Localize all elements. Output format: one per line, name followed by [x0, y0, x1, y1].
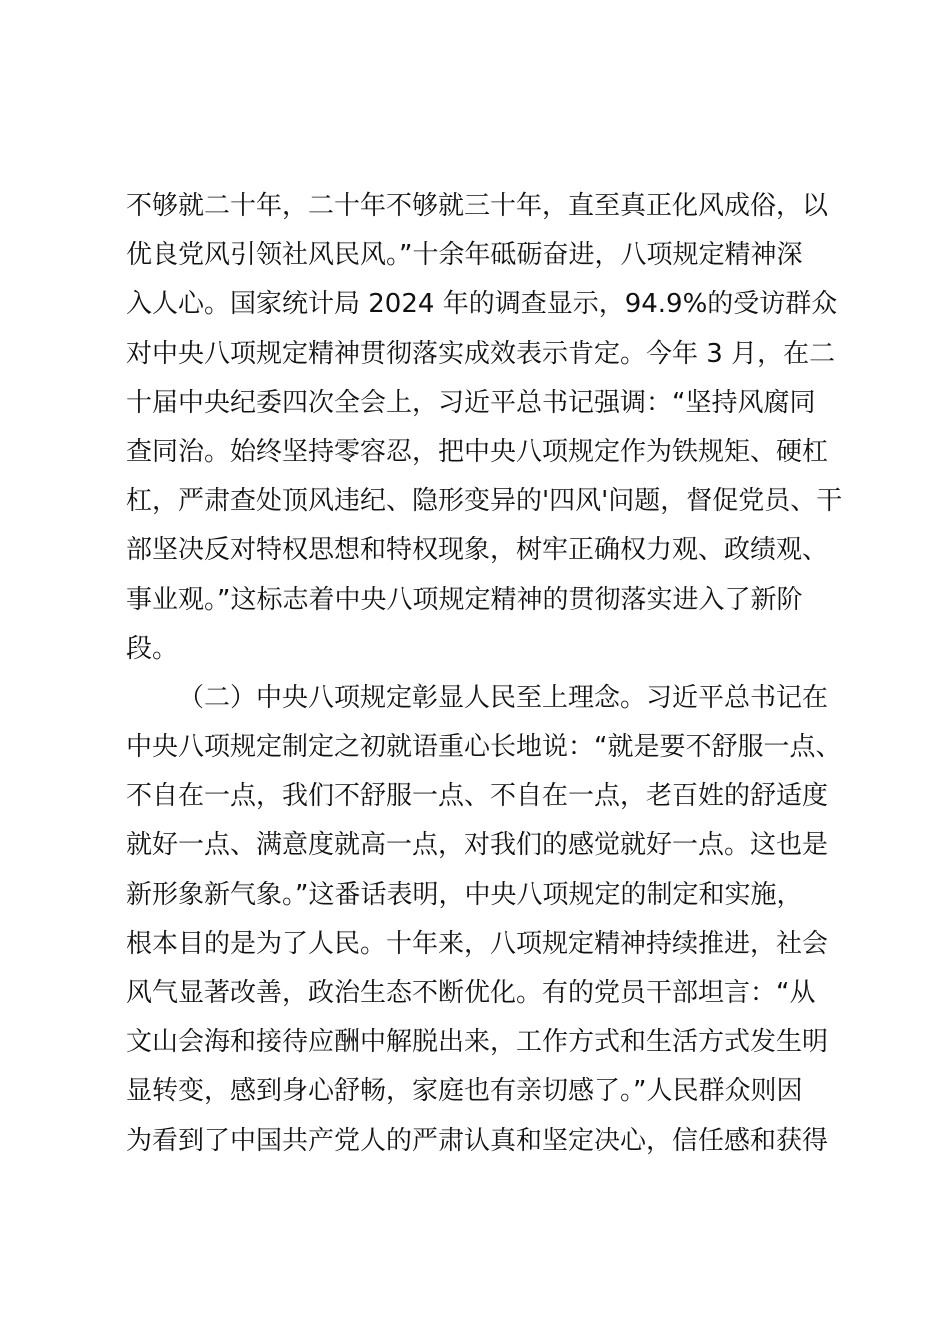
text-line: 为看到了中国共产党人的严肃认真和坚定决心，信任感和获得: [126, 1125, 829, 1156]
text-line: 查同治。始终坚持零容忍，把中央八项规定作为铁规矩、硬杠: [126, 436, 829, 467]
text-line: 优良党风引领社风民风。”十余年砥砺奋进，八项规定精神深: [126, 240, 803, 271]
body-text: [126, 182, 846, 1166]
text-line: 入人心。国家统计局 2024 年的调查显示，94.9%的受访群众: [126, 289, 838, 320]
text-line: 不够就二十年，二十年不够就三十年，直至真正化风成俗，以: [126, 191, 829, 221]
text-line: 根本目的是为了人民。十年来，八项规定精神持续推进，社会: [126, 928, 829, 959]
text-line: 十届中央纪委四次全会上，习近平总书记强调：“坚持风腐同: [126, 387, 816, 418]
text-line: 事业观。”这标志着中央八项规定精神的贯彻落实进入了新阶: [126, 584, 803, 615]
text-line: 对中央八项规定精神贯彻落实成效表示肯定。今年 3 月，在二: [126, 338, 836, 369]
section-heading-line: （二）中央八项规定彰显人民至上理念。习近平总书记在: [178, 682, 829, 713]
text-line: 中央八项规定制定之初就语重心长地说：“就是要不舒服一点、: [126, 732, 842, 763]
text-line: 部坚决反对特权思想和特权现象，树牢正确权力观、政绩观、: [126, 535, 829, 566]
text-line: 文山会海和接待应酬中解脱出来，工作方式和生活方式发生明: [126, 1027, 829, 1058]
text-line: 不自在一点，我们不舒服一点、不自在一点，老百姓的舒适度: [126, 781, 829, 812]
text-line: 杠，严肃查处顶风违纪、隐形变异的'四风'问题，督促党员、干: [126, 486, 843, 517]
text-line: 段。: [126, 633, 179, 664]
text-line: 新形象新气象。”这番话表明，中央八项规定的制定和实施，: [126, 879, 803, 910]
text-line: 就好一点、满意度就高一点，对我们的感觉就好一点。这也是: [126, 830, 829, 861]
text-line: 风气显著改善，政治生态不断优化。有的党员干部坦言：“从: [126, 978, 816, 1008]
text-line: 显转变，感到身心舒畅，家庭也有亲切感了。”人民群众则因: [126, 1076, 803, 1107]
